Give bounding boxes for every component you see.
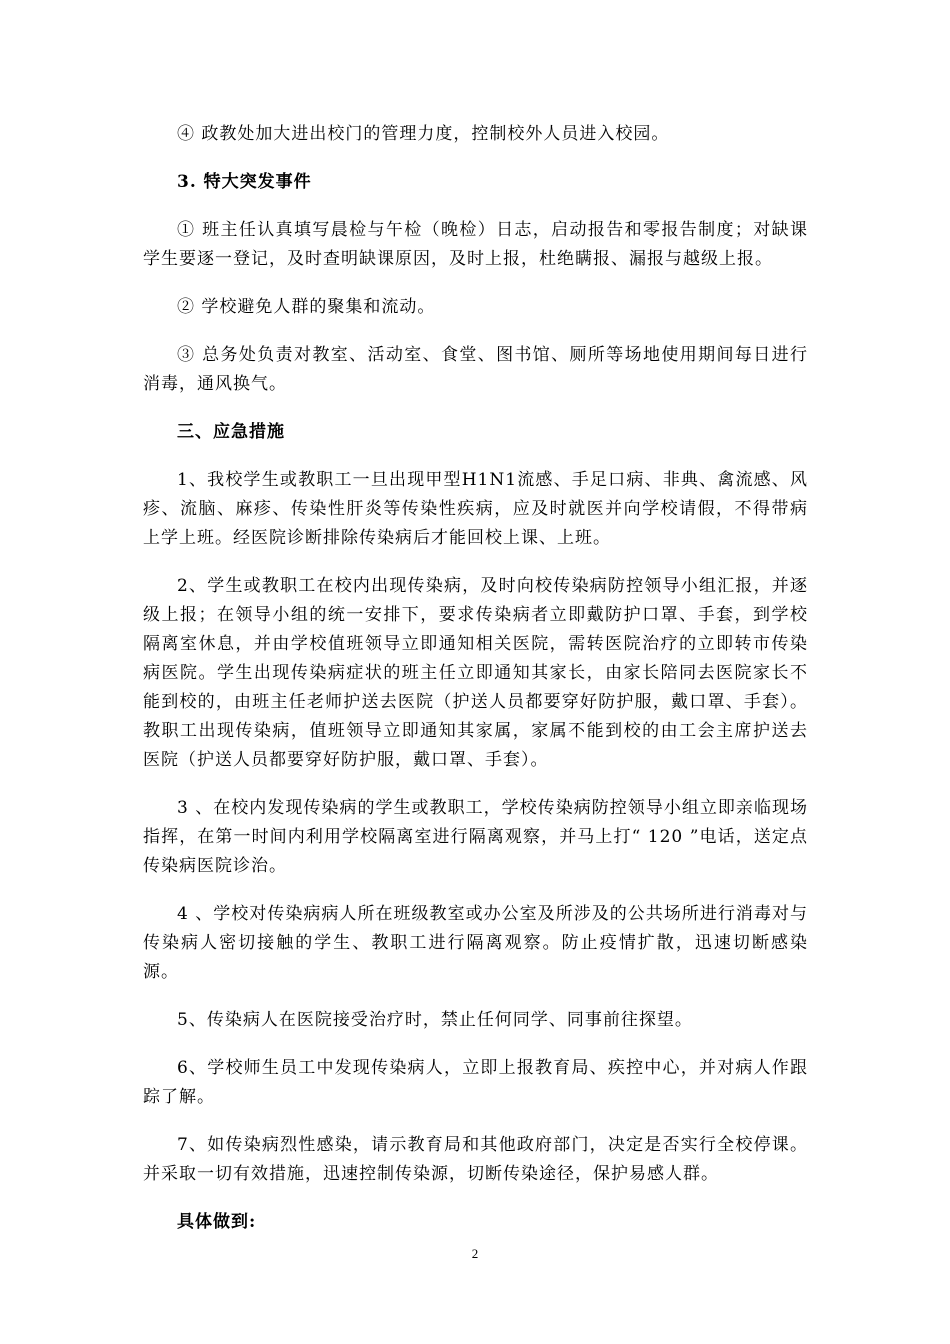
document-body <box>143 120 808 1256</box>
paragraph-avoid-crowds: ② 学校避免人群的聚集和流动。 <box>177 297 436 317</box>
paragraph-disinfection: ③ 总务处负责对教室、活动室、食堂、图书馆、厕所等场地使用期间每日进行消毒，通风换气。 <box>143 345 808 394</box>
paragraph-measure-3: 3 、在校内发现传染病的学生或教职工，学校传染病防控领导小组立即亲临现场指挥，在第一时间内利用学校隔离室进行隔离观察，并马上打“ 120 ”电话，送定点传染病医院诊治。 <box>143 798 808 876</box>
paragraph-morning-check: ① 班主任认真填写晨检与午检（晚检）日志，启动报告和零报告制度；对缺课学生要逐一登记，及时查明缺课原因，及时上报，杜绝瞒报、漏报与越级上报。 <box>143 220 808 269</box>
paragraph-gate-control: ④ 政教处加大进出校门的管理力度，控制校外人员进入校园。 <box>177 124 670 144</box>
paragraph-measure-4: 4 、学校对传染病病人所在班级教室或办公室及所涉及的公共场所进行消毒对与传染病人密切接触的学生、教职工进行隔离观察。防止疫情扩散，迅速切断感染源。 <box>143 904 808 982</box>
heading-emergency-measures: 三、应急措施 <box>177 422 285 442</box>
heading-major-emergency: 3. 特大突发事件 <box>177 172 312 192</box>
heading-specific-actions: 具体做到: <box>177 1212 257 1232</box>
paragraph-measure-7: 7、如传染病烈性感染，请示教育局和其他政府部门，决定是否实行全校停课。并采取一切有效措施，迅速控制传染源，切断传染途径，保护易感人群。 <box>143 1135 808 1184</box>
paragraph-measure-5: 5、传染病人在医院接受治疗时，禁止任何同学、同事前往探望。 <box>177 1010 693 1030</box>
paragraph-measure-2: 2、学生或教职工在校内出现传染病，及时向校传染病防控领导小组汇报，并逐级上报；在领导小组的统一安排下，要求传染病者立即戴防护口罩、手套，到学校隔离室休息，并由学校值班领导立即通知相关医院，需转医院治疗的立即转市传染病医院。学生出现传染病症状的班主任立即通知其家长，由家长陪同去医院家长不能到校的，由班主任老师护送去医院（护送人员都要穿好防护服，戴口罩、手套）。教职工出现传染病，值班领导立即通知其家属，家属不能到校的由工会主席护送去医院（护送人员都要穿好防护服，戴口罩、手套）。 <box>143 576 808 770</box>
paragraph-measure-1: 1、我校学生或教职工一旦出现甲型H1N1流感、手足口病、非典、禽流感、风疹、流脑、麻疹、传染性肝炎等传染性疾病，应及时就医并向学校请假，不得带病上学上班。经医院诊断排除传染病后才能回校上课、上班。 <box>143 470 808 548</box>
page-number: 2 <box>471 1246 479 1261</box>
paragraph-measure-6: 6、学校师生员工中发现传染病人，立即上报教育局、疾控中心，并对病人作跟踪了解。 <box>143 1058 808 1107</box>
